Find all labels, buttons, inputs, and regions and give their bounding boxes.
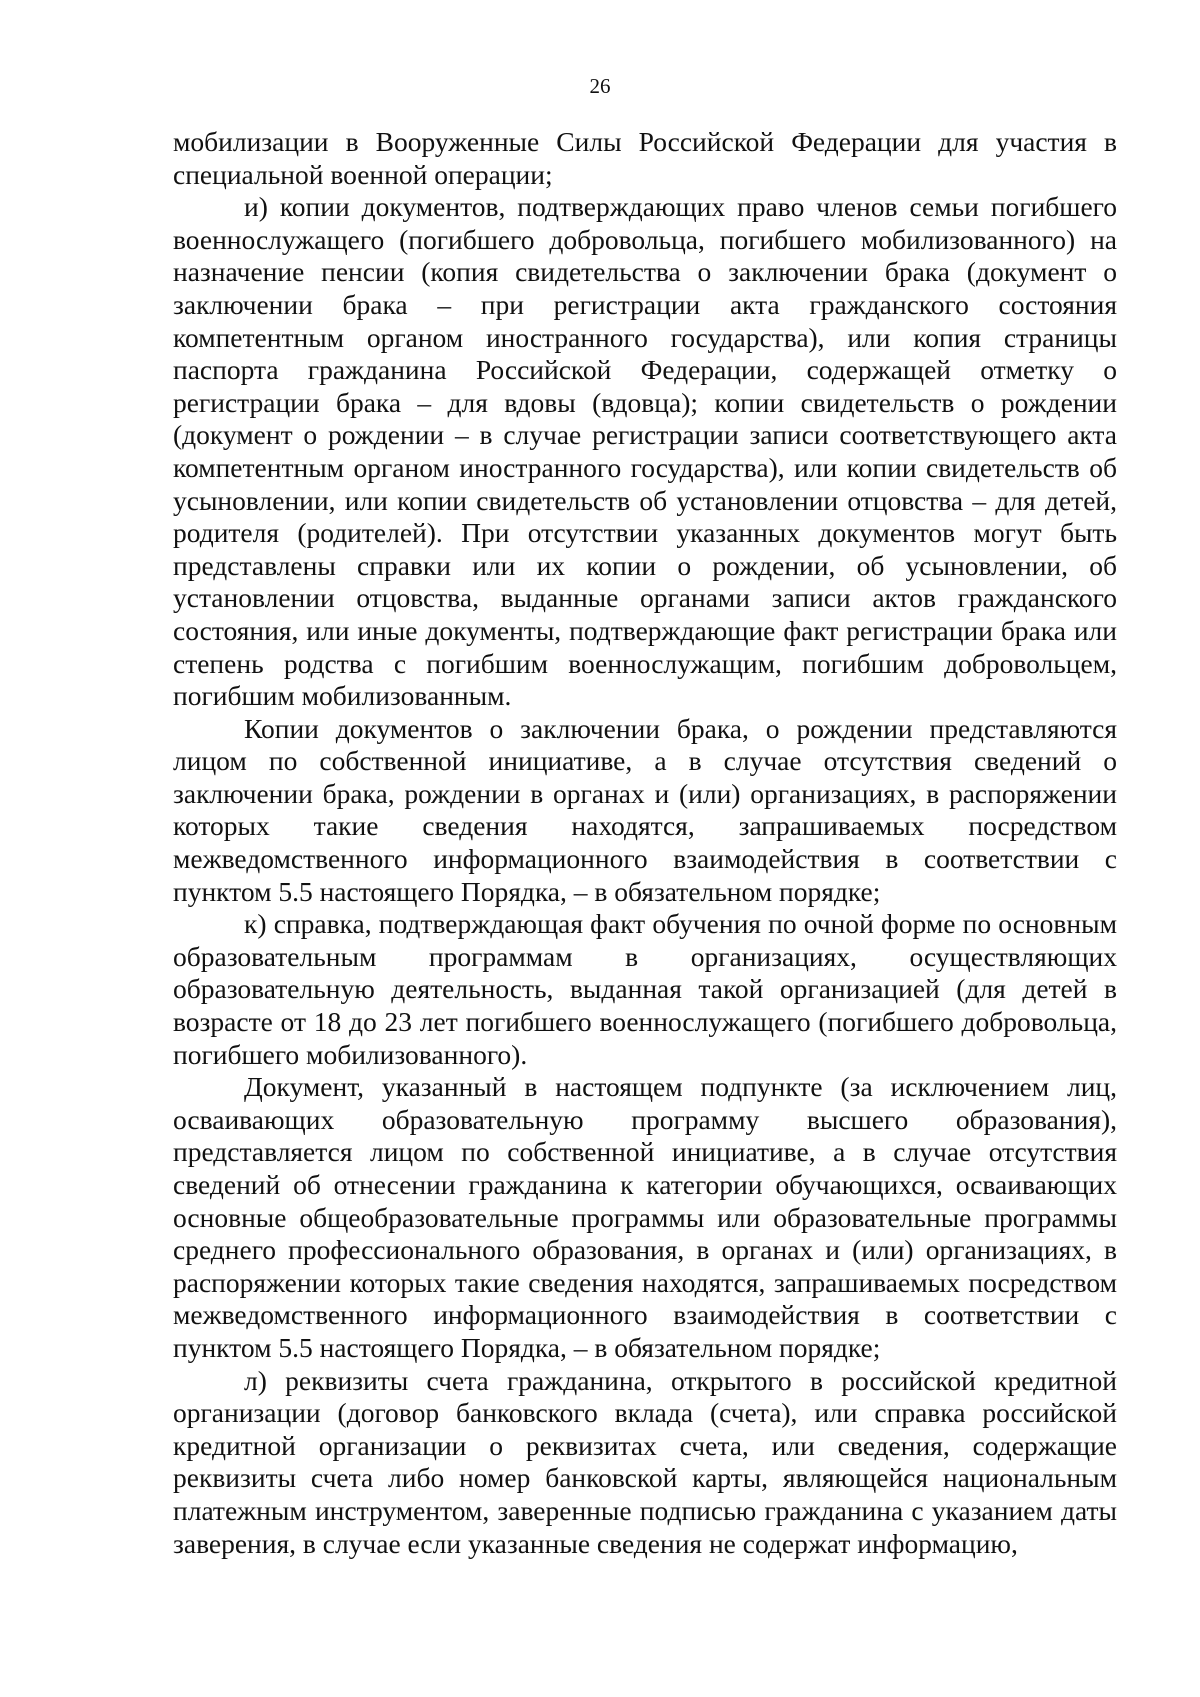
paragraph-continuation: мобилизации в Вооруженные Силы Российской Федерации для участия в специальной военной операции;	[173, 126, 1117, 190]
paragraph-document-submission: Документ, указанный в настоящем подпункте (за исключением лиц, осваивающих образовательную программу высшего образования), представляется лицом по собственной инициативе, а в случае отсутствия сведений об отнесении гражданина к категории обучающихся, осваивающих основные общеобразовательные программы или образовательные программы среднего профессионального образования, в органах и (или) организациях, в распоряжении которых такие сведения находятся, запрашиваемых посредством межведомственного информационного взаимодействия в соответствии с пунктом 5.5 настоящего Порядка, – в обязательном порядке;	[173, 1071, 1117, 1363]
paragraph-item-l: л) реквизиты счета гражданина, открытого в российской кредитной организации (договор банковского вклада (счета), или справка российской кредитной организации о реквизитах счета, или сведения, содержащие реквизиты счета либо номер банковской карты, являющейся национальным платежным инструментом, заверенные подписью гражданина с указанием даты заверения, в случае если указанные сведения не содержат информацию,	[173, 1364, 1117, 1559]
paragraph-item-k: к) справка, подтверждающая факт обучения по очной форме по основным образовательным программам в организациях, осуществляющих образовательную деятельность, выданная такой организацией (для детей в возрасте от 18 до 23 лет погибшего военнослужащего (погибшего добровольца, погибшего мобилизованного).	[173, 908, 1117, 1070]
page-number: 26	[589, 74, 611, 98]
paragraph-marriage-birth-copies: Копии документов о заключении брака, о рождении представляются лицом по собственной инициативе, а в случае отсутствия сведений о заключении брака, рождении в органах и (или) организациях, в распоряжении которых такие сведения находятся, запрашиваемых посредством межведомственного информационного взаимодействия в соответствии с пунктом 5.5 настоящего Порядка, – в обязательном порядке;	[173, 712, 1117, 907]
document-body	[173, 126, 1117, 1560]
paragraph-item-i: и) копии документов, подтверждающих право членов семьи погибшего военнослужащего (погибшего добровольца, погибшего мобилизованного) на назначение пенсии (копия свидетельства о заключении брака (документ о заключении брака – при регистрации акта гражданского состояния компетентным органом иностранного государства), или копия страницы паспорта гражданина Российской Федерации, содержащей отметку о регистрации брака – для вдовы (вдовца); копии свидетельств о рождении (документ о рождении – в случае регистрации записи соответствующего акта компетентным органом иностранного государства), или копии свидетельств об усыновлении, или копии свидетельств об установлении отцовства – для детей, родителя (родителей). При отсутствии указанных документов могут быть представлены справки или их копии о рождении, об усыновлении, об установлении отцовства, выданные органами записи актов гражданского состояния, или иные документы, подтверждающие факт регистрации брака или степень родства с погибшим военнослужащим, погибшим добровольцем, погибшим мобилизованным.	[173, 191, 1117, 712]
